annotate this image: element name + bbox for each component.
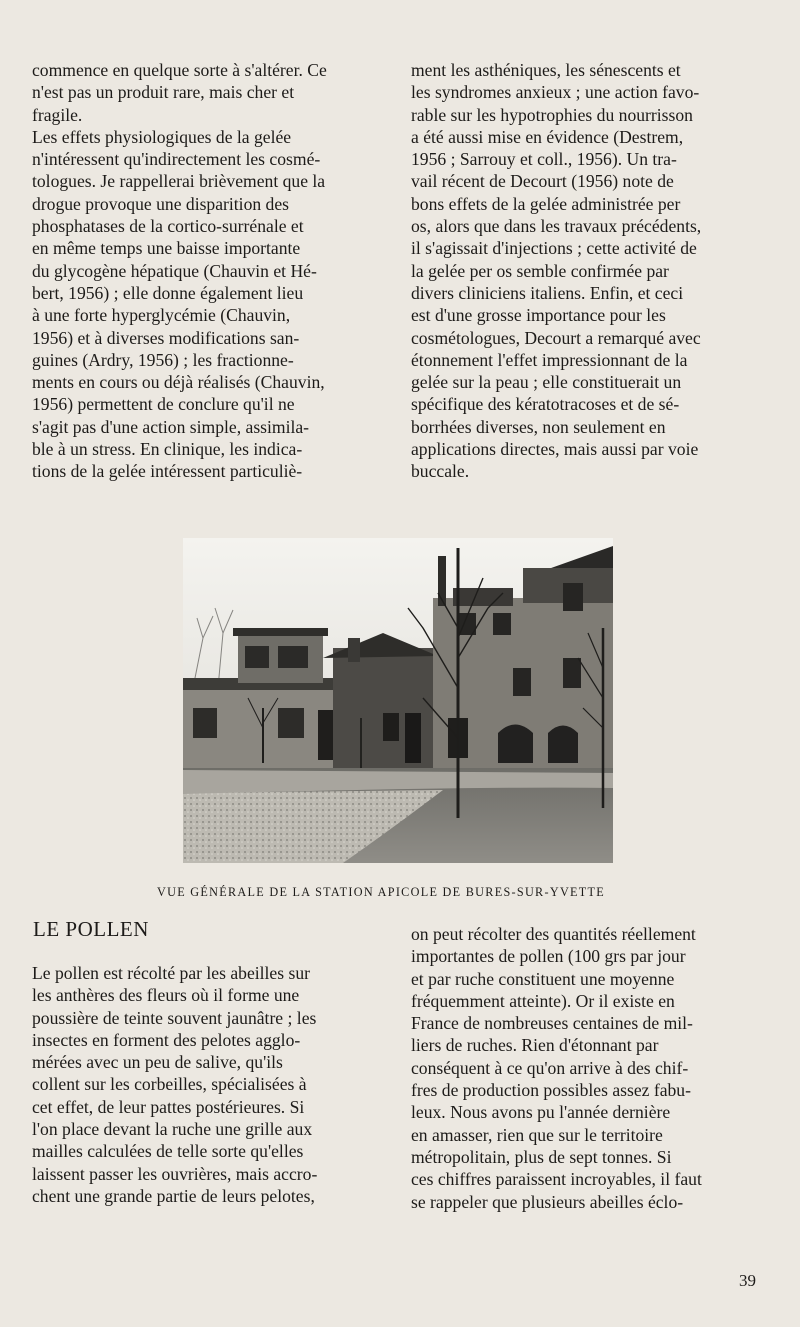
text-line: à une forte hyperglycémie (Chauvin, [32,305,291,326]
text-line: n'est pas un produit rare, mais cher et [32,82,295,103]
section-heading: LE POLLEN [33,917,149,941]
text-line: borrhées diverses, non seulement en [411,416,666,437]
text-line: buccale. [411,461,470,482]
text-line: poussière de teinte souvent jaunâtre ; les [32,1007,317,1028]
column-right-top [411,59,758,483]
text-line: en amasser, rien que sur le territoire [411,1124,663,1145]
text-line: tions de la gelée intéressent particuliè- [32,461,303,482]
text-line: 1956) permettent de conclure qu'il ne [32,394,295,415]
text-line: applications directes, mais aussi par voie [411,439,699,460]
text-line: n'intéressent qu'indirectement les cosmé- [32,149,321,170]
page-number: 39 [739,1271,756,1290]
text-line: l'on place devant la ruche une grille aux [32,1119,313,1140]
text-line: fragile. [32,104,83,125]
text-line: on peut récolter des quantités réellement [411,924,696,944]
text-line: liers de ruches. Rien d'étonnant par [411,1035,659,1056]
text-line: se rappeler que plusieurs abeilles éclo- [411,1191,684,1212]
text-line: spécifique des kératotracoses et de sé- [411,394,680,415]
text-line: a été aussi mise en évidence (Destrem, [411,126,684,147]
text-line: ces chiffres paraissent incroyables, il faut [411,1169,702,1190]
column-left-top [32,59,382,483]
text-line: fréquemment atteinte). Or il existe en [411,990,675,1011]
text-line: est d'une grosse importance pour les [411,305,666,326]
text-line: conséquent à ce qu'on arrive à des chif- [411,1057,689,1078]
text-line: mailles calculées de telle sorte qu'elles [32,1141,304,1162]
text-line: gelée sur la peau ; elle constituerait un [411,372,682,393]
text-line: importantes de pollen (100 grs par jour [411,946,686,967]
text-line: leux. Nous avons pu l'année dernière [411,1102,671,1123]
text-line: cosmétologues, Decourt a remarqué avec [411,327,701,348]
text-line: phosphatases de la cortico-surrénale et [32,216,304,237]
text-line: chent une grande partie de leurs pelotes, [32,1185,315,1206]
text-line: ble à un stress. En clinique, les indica- [32,439,303,460]
text-line: en même temps une baisse importante [32,238,301,259]
text-line: la gelée per os semble confirmée par [411,260,669,281]
text-line: fres de production possibles assez fabu- [411,1080,691,1101]
text-line: Les effets physiologiques de la gelée [32,126,292,147]
text-line: guines (Ardry, 1956) ; les fractionne- [32,349,294,370]
text-line: les anthères des fleurs où il forme une [32,985,300,1006]
text-line: 1956) et à diverses modifications san- [32,327,300,348]
text-line: mérées avec un peu de salive, qu'ils [32,1052,283,1073]
column-left-bottom [32,962,387,1207]
text-line: laissent passer les ouvrières, mais accro- [32,1163,318,1184]
text-line: ments en cours ou déjà réalisés (Chauvin, [32,372,325,393]
text-line: drogue provoque une disparition des [32,193,290,214]
text-line: bons effets de la gelée administrée per [411,193,681,214]
text-line: étonnement l'effet impressionnant de la [411,349,688,370]
text-line: bert, 1956) ; elle donne également lieu [32,282,304,303]
text-line: 1956 ; Sarrouy et coll., 1956). Un tra- [411,149,677,170]
text-line: insectes en forment des pelotes agglo- [32,1029,301,1050]
text-line: s'agit pas d'une action simple, assimila- [32,416,310,437]
text-line: os, alors que dans les travaux précédents, [411,216,702,237]
middle-building [323,633,438,768]
text-line: collent sur les corbeilles, spécialisées à [32,1074,307,1095]
text-line: Le pollen est récolté par les abeilles sur [32,963,310,983]
photo-caption: VUE GÉNÉRALE DE LA STATION APICOLE DE BURES-SUR-YVETTE [157,885,606,899]
text-line: métropolitain, plus de sept tonnes. Si [411,1146,672,1167]
text-line: rable sur les hypotrophies du nourrisson [411,104,693,125]
text-line: ment les asthéniques, les sénescents et [411,60,681,80]
station-photo [183,538,613,863]
text-line: et par ruche constituent une moyenne [411,968,675,989]
text-line: France de nombreuses centaines de mil- [411,1013,693,1034]
text-line: les syndromes anxieux ; une action favo- [411,82,700,103]
text-line: commence en quelque sorte à s'altérer. Ce [32,60,327,80]
text-line: vail récent de Decourt (1956) note de [411,171,674,192]
column-right-bottom [411,923,763,1213]
text-line: il s'agissait d'injections ; cette activité de [411,238,697,259]
text-line: du glycogène hépatique (Chauvin et Hé- [32,260,317,281]
text-line: cet effet, de leur pattes postérieures. Si [32,1096,305,1117]
text-line: tologues. Je rappellerai brièvement que la [32,171,326,192]
text-line: divers cliniciens italiens. Enfin, et ceci [411,282,684,303]
